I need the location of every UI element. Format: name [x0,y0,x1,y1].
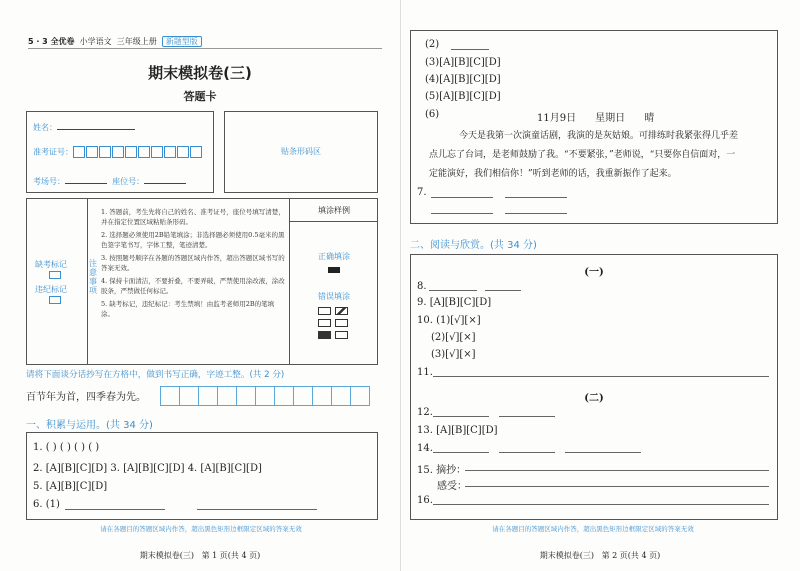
q9-row[interactable]: 9. [A][B][C][D] [417,297,492,308]
q12-label: 12. [417,407,433,418]
q15-feeling-line[interactable] [465,486,769,487]
note-item: 3. 按照题号顺序在各题的答题区域内作答，超出答题区域书写的答案无效。 [101,254,285,272]
room-seat-row: 考场号： 座位号： [33,174,186,187]
page-title: 期末模拟卷(三) [148,64,252,82]
exam-no-cells[interactable] [73,148,203,157]
diary-line: 点儿忘了台词，是老师鼓励了我。“不要紧张，”老师说，“只要你自信面对，一 [429,150,736,160]
grade-label: 三年级上册 [116,37,157,46]
note-item: 4. 保持卡面清洁，不要折叠，不要弄破，严禁使用涂改液，涂改胶条，严禁做任何标记。 [101,277,285,295]
seat-field[interactable] [144,174,186,184]
q16-answer-line[interactable] [433,504,769,505]
q2-4-row[interactable]: 2. [A][B][C][D] 3. [A][B][C][D] 4. [A][B][C][D] [33,463,262,474]
q13-row[interactable]: 13. [A][B][C][D] [417,425,498,436]
right-footer-note: 请在各题目的答题区域内作答，超出黑色矩形边框限定区域的答案无效 [492,525,694,533]
q6-answer-line[interactable] [65,509,165,510]
q12-answer-line[interactable] [499,416,555,417]
q6-5-row[interactable]: (5)[A][B][C][D] [425,91,501,102]
name-row: 姓名： [33,120,135,133]
q15-excerpt-label: 15. 摘抄： [417,465,467,476]
q8-label: 8. [417,281,427,292]
q7-answer-line[interactable] [505,197,567,198]
note-item: 1. 答题前，考生先将自己的姓名、准考证号，座位号填写清楚，并在指定位置区域粘贴条形码。 [101,208,285,226]
copy-source-text: 百节年为首，四季春为先。 [26,392,146,403]
q6-row: 6. (1) [33,499,60,510]
left-page-number: 期末模拟卷(三) 第 1 页(共 4 页) [139,551,261,560]
q10-row[interactable]: 10. (1)[√][×] [417,315,481,326]
room-field[interactable] [65,174,107,184]
fill-correct-label: 正确填涂 [318,252,350,261]
fill-wrong-samples [318,307,348,339]
q11-label: 11. [417,367,433,378]
q7-answer-line[interactable] [505,213,567,214]
q6-4-row[interactable]: (4)[A][B][C][D] [425,74,501,85]
fill-sample-column [289,199,378,364]
header-rule [28,48,382,49]
page-subtitle: 答题卡 [183,90,217,103]
violation-mark-label: 违纪标记 [35,285,67,294]
barcode-label: 贴条形码区 [281,147,321,156]
page-divider [400,0,401,571]
q10-2-row[interactable]: (2)[√][×] [431,332,476,343]
q1-row[interactable]: 1. ( ) ( ) ( ) ( ) [33,442,100,453]
fill-wrong-label: 错误填涂 [318,292,350,301]
q8-answer-line[interactable] [429,290,477,291]
q12-answer-line[interactable] [433,416,489,417]
exam-no-row: 准考证号： [33,146,203,158]
q7-answer-line[interactable] [431,213,493,214]
diary-date: 11月9日 星期日 晴 [537,113,655,124]
right-page-number: 期末模拟卷(三) 第 2 页(共 4 页) [539,551,661,560]
q6-6-label: (6) [425,109,440,120]
left-footer-note: 请在各题目的答题区域内作答，超出黑色矩形边框限定区域的答案无效 [100,525,302,533]
right-top-box [410,30,778,224]
exam-no-label: 准考证号 [33,147,65,157]
q11-answer-line[interactable] [433,376,769,377]
note-item: 5. 缺考标记，违纪标记：考生禁填！由监考老师用2B的笔填涂。 [101,300,275,318]
absent-mark-label: 缺考标记 [35,260,67,269]
q14-answer-line[interactable] [565,452,641,453]
section2-box [410,254,778,520]
section1-box [26,432,378,520]
fill-sample-title: 填涂样例 [290,205,378,222]
copy-instruction: 请将下面谈分话抄写在方格中，做到书写正确，字迹工整。(共 2 分) [26,370,285,380]
edition-badge: 新题型版 [162,36,202,47]
section2-title: 二、阅读与欣赏。(共 34 分) [410,240,537,251]
barcode-area [224,111,378,193]
room-label: 考场号 [33,177,57,186]
q16-label: 16. [417,495,433,506]
copy-grid[interactable] [160,386,369,406]
q14-answer-line[interactable] [433,452,489,453]
page-header [28,36,202,47]
subject-label: 小学语文 [79,37,112,46]
q6-2-row: (2) [425,39,440,50]
seat-label: 座位号 [112,177,137,186]
diary-line: 定能演好，我们相信你！”听到老师的话，我重新振作了起来。 [429,169,677,179]
q6-answer-line[interactable] [197,509,317,510]
marks-column [27,199,88,364]
part1-label: (一) [584,267,604,278]
notes-box [26,198,378,365]
q15-feeling-label: 感受： [437,481,467,492]
q8-answer-line[interactable] [485,290,521,291]
notes-title: 注意事项 [89,259,97,295]
q7-answer-line[interactable] [431,197,493,198]
name-field[interactable] [57,120,135,130]
q14-answer-line[interactable] [499,452,555,453]
q7-label: 7. [417,187,427,198]
q10-3-row[interactable]: (3)[√][×] [431,349,476,360]
diary-line: 今天是我第一次演童话剧，我演的是灰姑娘。可排练时我紧张得几乎差 [459,131,739,141]
section1-title: 一、积累与运用。(共 34 分) [26,420,153,431]
brand-label: 5 · 3 全优卷 [28,37,75,46]
q14-label: 14. [417,443,433,454]
q5-row[interactable]: 5. [A][B][C][D] [33,481,108,492]
q6-3-row[interactable]: (3)[A][B][C][D] [425,57,501,68]
notes-list [101,207,287,319]
student-info-box [26,111,214,193]
q6-2-answer-line[interactable] [451,49,489,50]
part2-label: (二) [584,393,604,404]
note-item: 2. 选择题必须使用2B铅笔填涂；非选择题必须使用0.5毫米的黑色签字笔书写，字体工整，笔迹清楚。 [101,231,285,249]
absent-mark-box[interactable] [49,271,61,279]
name-label: 姓名 [33,123,49,132]
fill-correct-sample [328,267,340,273]
q15-excerpt-line[interactable] [465,470,769,471]
violation-mark-box[interactable] [49,296,61,304]
